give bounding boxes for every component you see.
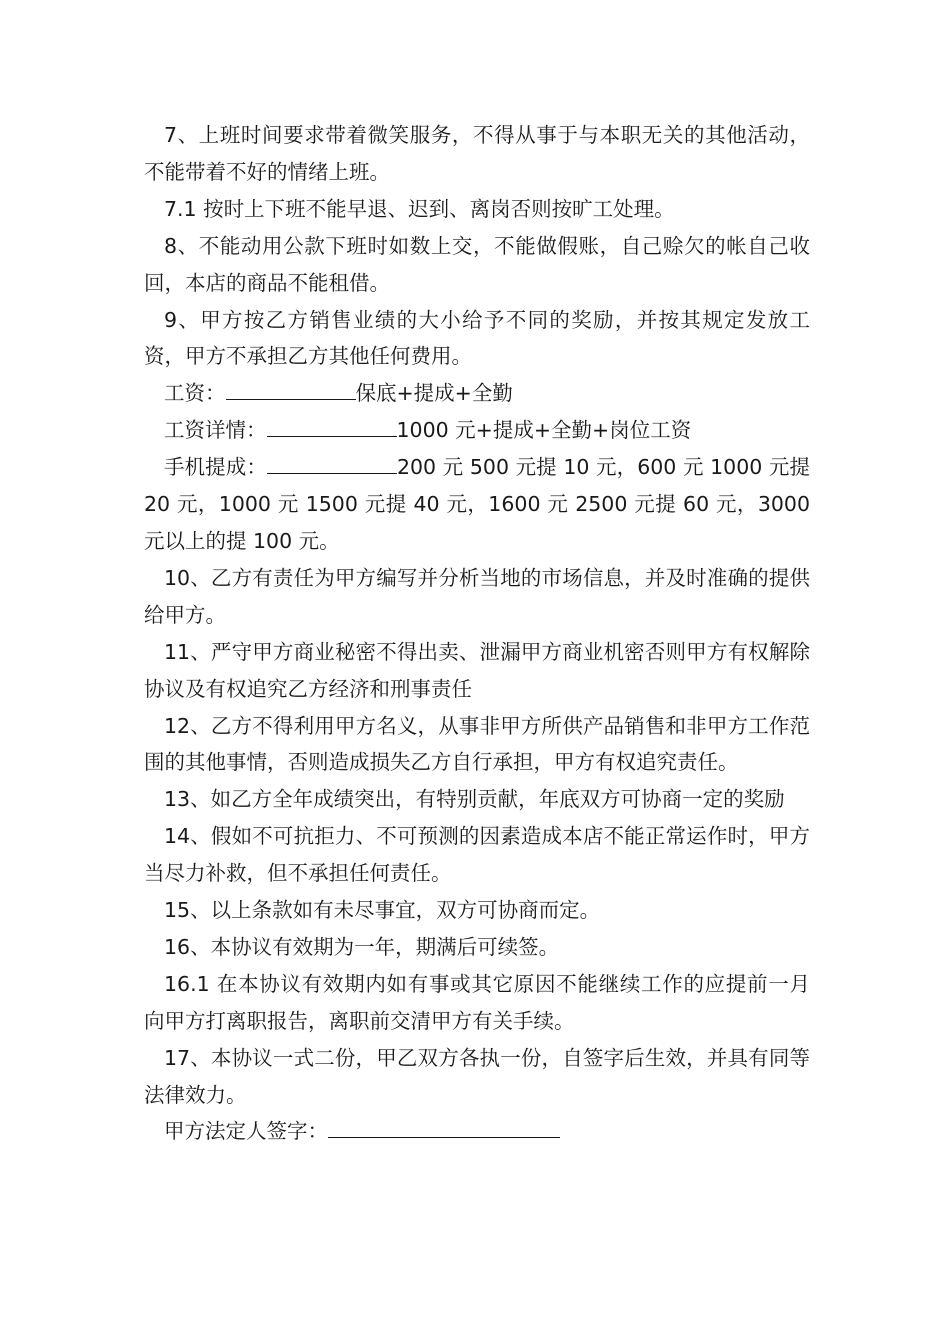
phone-commission-line bbox=[144, 449, 810, 560]
salary-value: 保底+提成+全勤 bbox=[355, 381, 513, 406]
clause-8: 8、不能动用公款下班时如数上交，不能做假账，自己赊欠的帐自己收回，本店的商品不能租借。 bbox=[144, 233, 810, 295]
clause-7-1: 7.1 按时上下班不能早退、迟到、离岗否则按旷工处理。 bbox=[164, 196, 675, 221]
clause-16-1: 16.1 在本协议有效期内如有事或其它原因不能继续工作的应提前一月向甲方打离职报告，离职前交清甲方有关手续。 bbox=[144, 971, 810, 1033]
signature-blank[interactable] bbox=[328, 1119, 560, 1138]
salary-detail-label: 工资详情： bbox=[164, 418, 267, 443]
phone-commission-blank bbox=[267, 455, 397, 474]
clause-12: 12、乙方不得利用甲方名义，从事非甲方所供产品销售和非甲方工作范围的其他事情，否则造成损失乙方自行承担，甲方有权追究责任。 bbox=[144, 713, 810, 775]
phone-commission-value: 200 元 500 元提 10 元，600 元 1000 元提 20 元，1000 元 1500 元提 40 元，1600 元 2500 元提 60 元，3000 元以上的提 100 元。 bbox=[144, 455, 810, 553]
clause-17: 17、本协议一式二份，甲乙双方各执一份，自签字后生效，并具有同等法律效力。 bbox=[144, 1045, 810, 1107]
signature-line bbox=[144, 1113, 810, 1150]
salary-blank bbox=[226, 381, 356, 400]
salary-line bbox=[144, 375, 810, 412]
salary-label: 工资： bbox=[164, 381, 226, 406]
salary-detail-blank bbox=[267, 418, 397, 437]
clause-7: 7、上班时间要求带着微笑服务，不得从事于与本职无关的其他活动，不能带着不好的情绪上班。 bbox=[144, 123, 810, 184]
clause-16: 16、本协议有效期为一年，期满后可续签。 bbox=[164, 934, 560, 959]
salary-detail-value: 1000 元+提成+全勤+岗位工资 bbox=[396, 418, 692, 443]
salary-detail-line bbox=[144, 412, 810, 449]
document-body bbox=[144, 117, 810, 1150]
clause-9: 9、甲方按乙方销售业绩的大小给予不同的奖励，并按其规定发放工资，甲方不承担乙方其他任何费用。 bbox=[144, 307, 810, 369]
clause-13: 13、如乙方全年成绩突出，有特别贡献，年底双方可协商一定的奖励 bbox=[164, 787, 785, 812]
clause-14: 14、假如不可抗拒力、不可预测的因素造成本店不能正常运作时，甲方当尽力补救，但不承担任何责任。 bbox=[144, 824, 810, 886]
clause-10: 10、乙方有责任为甲方编写并分析当地的市场信息，并及时准确的提供给甲方。 bbox=[144, 565, 810, 627]
clause-11: 11、严守甲方商业秘密不得出卖、泄漏甲方商业机密否则甲方有权解除协议及有权追究乙方经济和刑事责任 bbox=[144, 639, 810, 701]
clause-15: 15、以上条款如有未尽事宜，双方可协商而定。 bbox=[164, 898, 601, 923]
phone-commission-label: 手机提成： bbox=[164, 455, 267, 480]
signature-label: 甲方法定人签字： bbox=[164, 1119, 328, 1144]
